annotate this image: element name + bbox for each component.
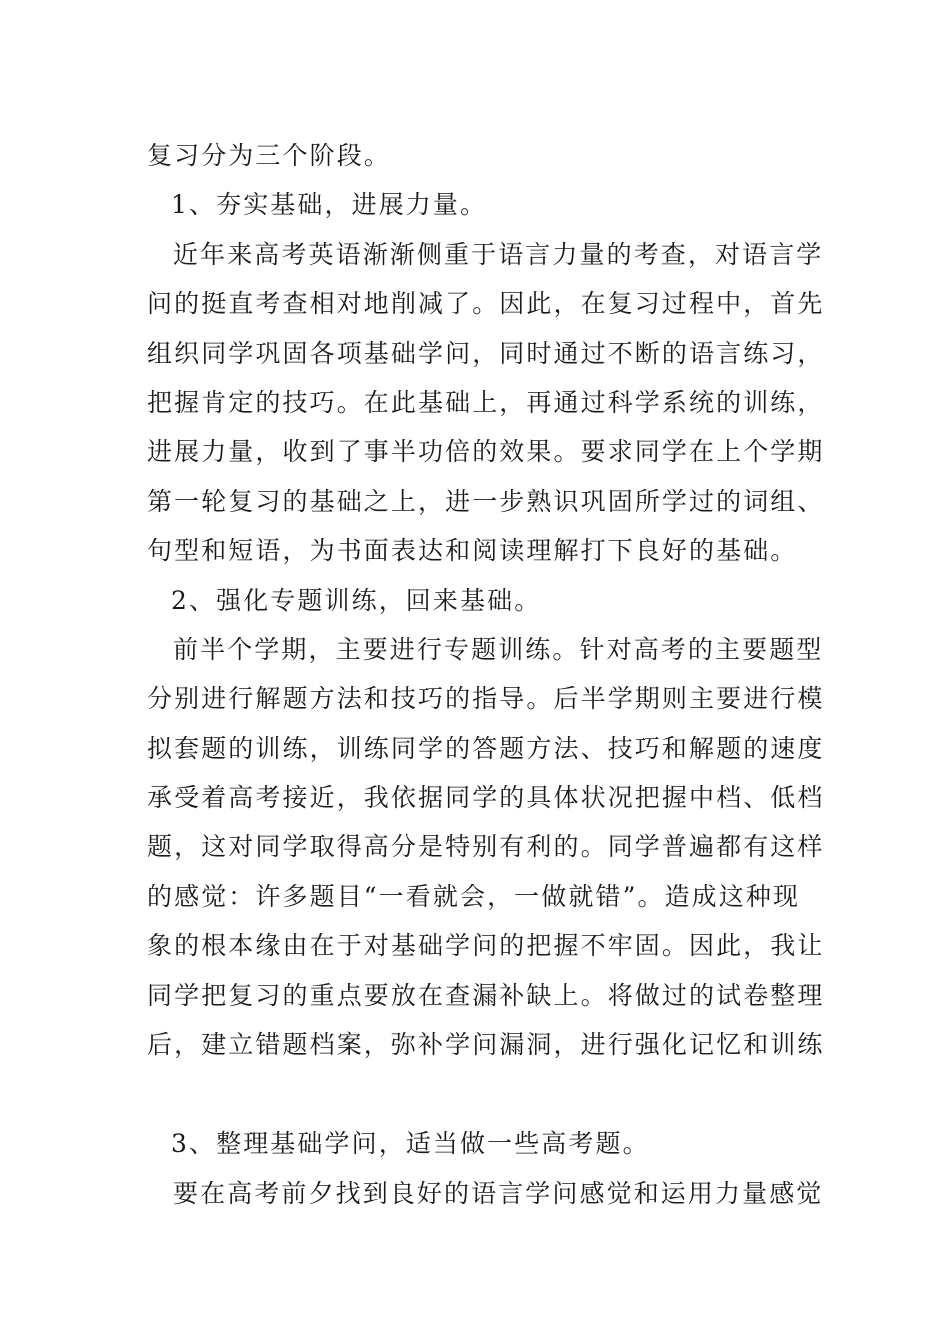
section-heading-3: 3、整理基础学问，适当做一些高考题。 [171,1129,650,1159]
paragraph-line: 分别进行解题方法和技巧的指导。后半学期则主要进行模 [147,684,825,714]
paragraph-line: 同学把复习的重点要放在查漏补缺上。将做过的试卷整理 [147,980,825,1010]
paragraph-line: 题，这对同学取得高分是特别有利的。同学普遍都有这样 [147,832,825,862]
paragraph-line: 句型和短语，为书面表达和阅读理解打下良好的基础。 [147,536,798,566]
paragraph-line: 前半个学期，主要进行专题训练。针对高考的主要题型 [173,634,824,664]
paragraph-line: 近年来高考英语渐渐侧重于语言力量的考查，对语言学 [173,239,824,269]
paragraph-line: 承受着高考接近，我依据同学的具体状况把握中档、低档 [147,783,825,813]
document-page [147,131,825,1218]
text-line: 复习分为三个阶段。 [147,141,391,170]
paragraph-line: 组织同学巩固各项基础学问，同时通过不断的语言练习， [147,338,825,368]
paragraph-line: 象的根本缘由在于对基础学问的把握不牢固。因此，我让 [147,931,825,961]
paragraph-line: 后，建立错题档案，弥补学问漏洞，进行强化记忆和训练 [147,1030,825,1060]
paragraph-gap [147,1069,807,1119]
paragraph-line: 要在高考前夕找到良好的语言学问感觉和运用力量感觉 [173,1178,824,1208]
paragraph-line: 问的挺直考查相对地削减了。因此，在复习过程中，首先 [147,289,825,319]
paragraph-line: 的感觉：许多题目“一看就会，一做就错”。造成这种现 [147,881,801,911]
paragraph-line: 第一轮复习的基础之上，进一步熟识巩固所学过的词组、 [147,486,825,516]
paragraph-line: 拟套题的训练，训练同学的答题方法、技巧和解题的速度 [147,733,825,763]
section-heading-1: 1、夯实基础，进展力量。 [171,190,488,220]
paragraph-line: 进展力量，收到了事半功倍的效果。要求同学在上个学期 [147,437,825,467]
section-heading-2: 2、强化专题训练，回来基础。 [171,585,542,615]
paragraph-line: 把握肯定的技巧。在此基础上，再通过科学系统的训练， [147,387,825,417]
